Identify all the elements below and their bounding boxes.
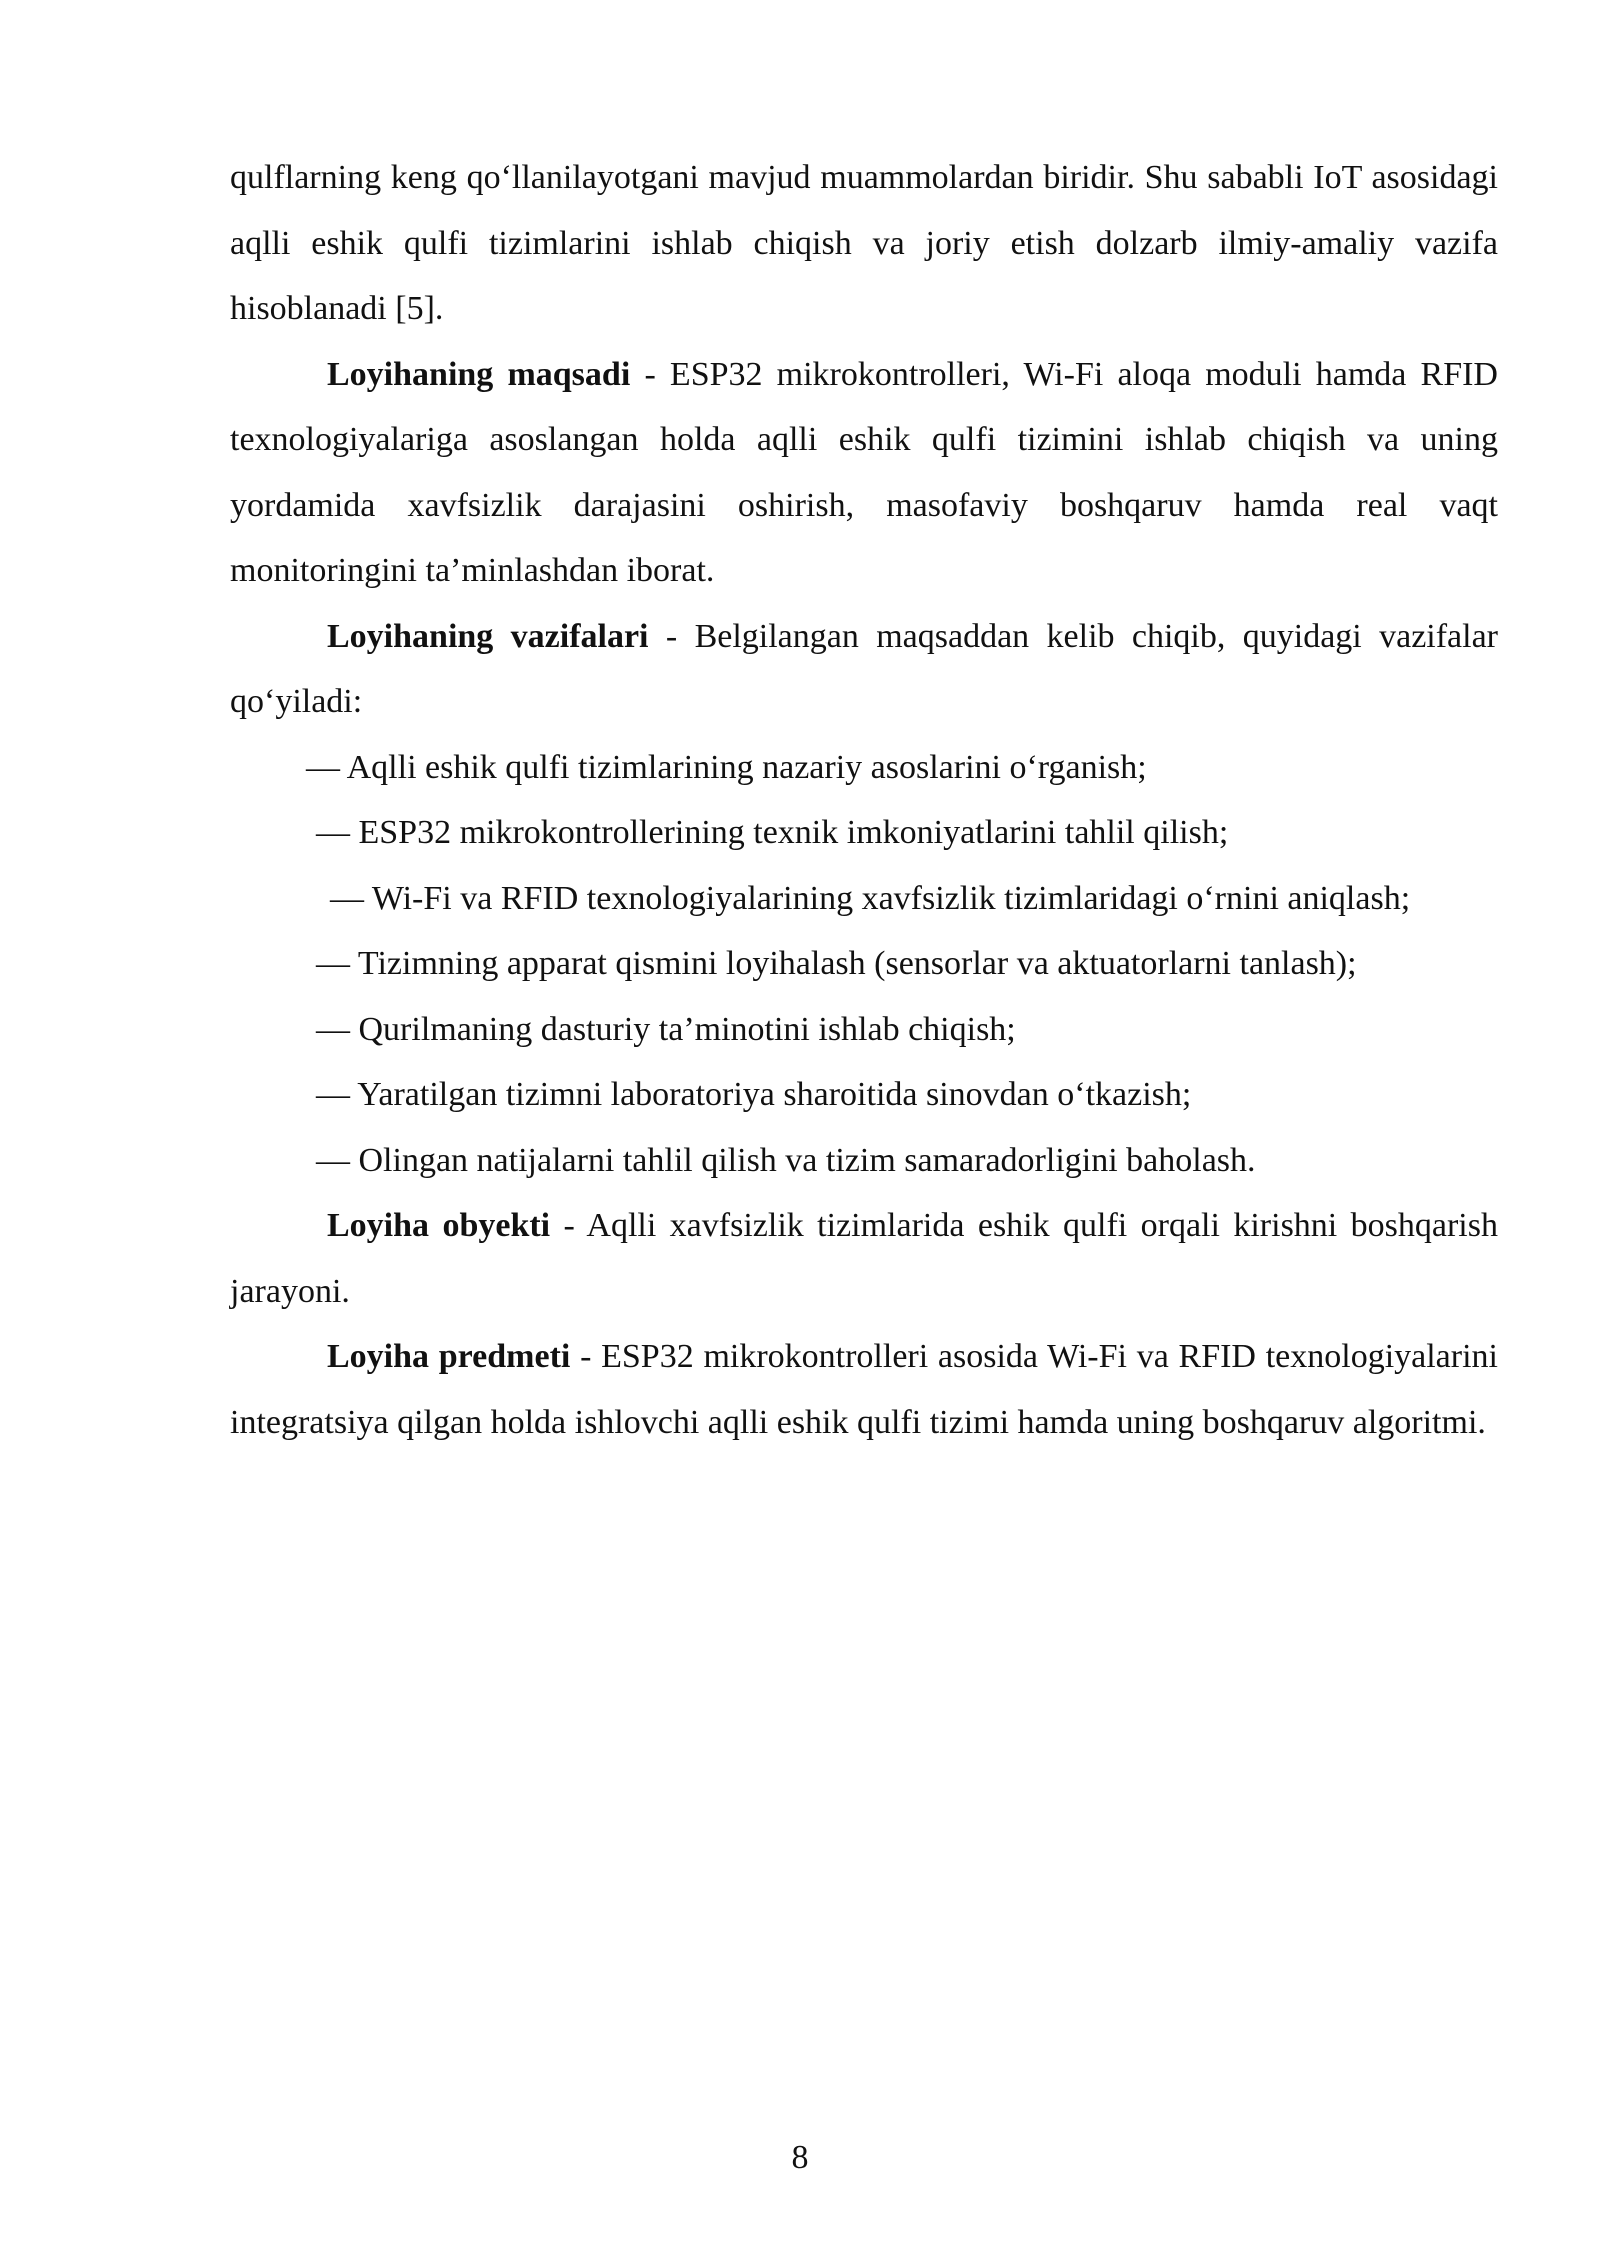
tasks-paragraph (230, 604, 1498, 735)
task-item: — Olingan natijalarni tahlil qilish va tizim samaradorligini baholash. (316, 1141, 1256, 1179)
object-text: - Aqlli xavfsizlik tizimlarida eshik qulfi orqali kirishni boshqarish jarayoni. (230, 1207, 1498, 1310)
task-item: — Wi-Fi va RFID texnologiyalarining xavfsizlik tizimlaridagi o‘rnini aniqlash; (330, 879, 1411, 917)
task-item: — Qurilmaning dasturiy ta’minotini ishlab chiqish; (316, 1010, 1016, 1048)
task-item: — Yaratilgan tizimni laboratoriya sharoitida sinovdan o‘tkazish; (316, 1076, 1192, 1113)
page-content (230, 145, 1498, 1455)
task-item: — ESP32 mikrokontrollerining texnik imkoniyatlarini tahlil qilish; (316, 814, 1229, 851)
subject-label: Loyiha predmeti (327, 1338, 571, 1375)
goal-label: Loyihaning maqsadi (327, 355, 631, 393)
subject-text: - ESP32 mikrokontrolleri asosida Wi-Fi va RFID texnologiyalarini integratsiya qilgan holda ishlovchi aqlli eshik qulfi tizimi hamda uning boshqaruv algoritmi. (230, 1338, 1498, 1441)
goal-paragraph (230, 342, 1498, 604)
tasks-list (230, 735, 1498, 1194)
task-item: — Tizimning apparat qismini loyihalash (sensorlar va aktuatorlarni tanlash); (316, 945, 1357, 982)
goal-text: - ESP32 mikrokontrolleri, Wi-Fi aloqa moduli hamda RFID texnologiyalariga asoslangan holda aqlli eshik qulfi tizimini ishlab chiqish va uning yordamida xavfsizlik darajasini oshirish, masofaviy boshqaruv hamda real vaqt monitoringini ta’minlashdan iborat. (230, 355, 1498, 589)
intro-paragraph: qulflarning keng qo‘llanilayotgani mavjud muammolardan biridir. Shu sababli IoT asosidagi aqlli eshik qulfi tizimlarini ishlab chiqish va joriy etish dolzarb ilmiy-amaliy vazifa hisoblanadi [5]. (230, 159, 1498, 327)
subject-paragraph (230, 1324, 1498, 1455)
tasks-intro-text: - Belgilangan maqsaddan kelib chiqib, quyidagi vazifalar qo‘yiladi: (230, 617, 1498, 720)
tasks-label: Loyihaning vazifalari (327, 617, 649, 655)
object-paragraph (230, 1193, 1498, 1324)
object-label: Loyiha obyekti (327, 1207, 551, 1244)
page-number: 8 (791, 2139, 809, 2176)
task-item: — Aqlli eshik qulfi tizimlarining nazariy asoslarini o‘rganish; (306, 748, 1147, 786)
